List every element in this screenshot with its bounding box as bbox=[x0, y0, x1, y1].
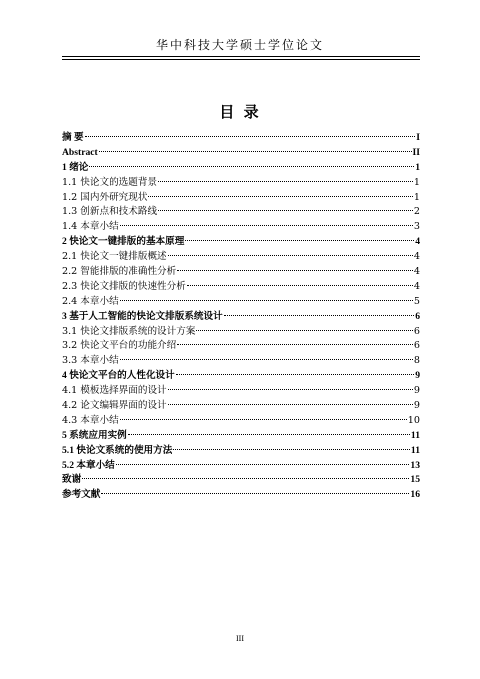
toc-entry-page: 4 bbox=[413, 251, 420, 263]
toc-leader-dots bbox=[128, 433, 410, 435]
toc-entry[interactable] bbox=[62, 280, 420, 295]
toc-entry[interactable] bbox=[62, 488, 420, 503]
toc-leader-dots bbox=[120, 358, 413, 360]
toc-entry-page: 9 bbox=[415, 370, 420, 382]
toc-leader-dots bbox=[158, 209, 413, 211]
toc-leader-dots bbox=[120, 224, 413, 226]
toc-entry[interactable] bbox=[62, 250, 420, 265]
toc-entry-page: 6 bbox=[415, 310, 420, 322]
toc-leader-dots bbox=[196, 329, 412, 331]
toc-entry-label: 2.2 智能排版的准确性分析 bbox=[62, 266, 177, 278]
toc-entry-label: 摘 要 bbox=[62, 132, 84, 143]
toc-entry-page: 15 bbox=[410, 474, 420, 486]
toc-leader-dots bbox=[148, 195, 412, 197]
toc-leader-dots bbox=[187, 284, 413, 286]
toc-entry-label: 2.4 本章小结 bbox=[62, 295, 119, 307]
toc-entry-page: 1 bbox=[415, 161, 420, 173]
toc-entry-label: 致谢 bbox=[62, 474, 82, 486]
toc-entry-label: 1.3 创新点和技术路线 bbox=[62, 206, 158, 218]
toc-entry[interactable] bbox=[62, 459, 420, 474]
toc-leader-dots bbox=[101, 492, 409, 494]
toc-leader-dots bbox=[168, 403, 413, 405]
toc-leader-dots bbox=[185, 239, 414, 241]
header-rule bbox=[62, 56, 420, 60]
toc-entry[interactable] bbox=[62, 161, 420, 176]
toc-entry[interactable] bbox=[62, 191, 420, 206]
toc-entry[interactable] bbox=[62, 339, 420, 354]
toc-entry-label: 5.2 本章小结 bbox=[62, 459, 115, 471]
toc-leader-dots bbox=[224, 314, 415, 316]
toc-entry-label: 5.1 快论文系统的使用方法 bbox=[62, 444, 173, 456]
toc-leader-dots bbox=[173, 448, 410, 450]
toc-entry-label: 3.3 本章小结 bbox=[62, 355, 119, 367]
toc-leader-dots bbox=[120, 418, 407, 420]
toc-entry[interactable] bbox=[62, 146, 420, 161]
toc-entry-page: II bbox=[412, 146, 420, 158]
toc-entry-page: 6 bbox=[413, 325, 420, 337]
toc-entry-label: Abstract bbox=[62, 146, 98, 158]
toc-entry-label: 1 绪论 bbox=[62, 161, 89, 173]
toc-entry-label: 3 基于人工智能的快论文排版系统设计 bbox=[62, 310, 223, 322]
toc-entry[interactable] bbox=[62, 265, 420, 280]
toc-leader-dots bbox=[116, 463, 410, 465]
toc-entry-page: 5 bbox=[413, 295, 420, 307]
toc-entry-label: 3.2 快论文平台的功能介绍 bbox=[62, 340, 177, 352]
toc-entry-label: 3.1 快论文排版系统的设计方案 bbox=[62, 325, 196, 337]
toc-entry[interactable] bbox=[62, 205, 420, 220]
toc-entry[interactable] bbox=[62, 295, 420, 310]
toc-leader-dots bbox=[158, 180, 413, 182]
toc-entry[interactable] bbox=[62, 176, 420, 191]
toc-entry-page: 2 bbox=[413, 206, 420, 218]
toc-entry[interactable] bbox=[62, 354, 420, 369]
page-number: III bbox=[236, 634, 244, 643]
toc-entry[interactable] bbox=[62, 444, 420, 459]
toc-leader-dots bbox=[85, 135, 416, 137]
toc-entry-label: 4 快论文平台的人性化设计 bbox=[62, 370, 175, 382]
toc-entry-page: 4 bbox=[413, 266, 420, 278]
toc-leader-dots bbox=[168, 254, 413, 256]
toc-leader-dots bbox=[177, 269, 413, 271]
toc-entry[interactable] bbox=[62, 369, 420, 384]
toc-leader-dots bbox=[176, 373, 414, 375]
toc-entry[interactable] bbox=[62, 310, 420, 325]
toc-leader-dots bbox=[177, 343, 413, 345]
toc-entry[interactable] bbox=[62, 399, 420, 414]
toc-entry-label: 2.1 快论文一键排版概述 bbox=[62, 251, 167, 263]
toc-entry-label: 2 快论文一键排版的基本原理 bbox=[62, 236, 185, 248]
toc-entry-page: 11 bbox=[410, 429, 420, 441]
toc-leader-dots bbox=[120, 299, 413, 301]
toc-entry[interactable] bbox=[62, 325, 420, 340]
toc-leader-dots bbox=[168, 388, 413, 390]
toc-entry-page: 10 bbox=[407, 414, 420, 426]
toc-entry-page: 1 bbox=[413, 176, 420, 188]
toc-entry-label: 4.2 论文编辑界面的设计 bbox=[62, 400, 167, 412]
toc-entry[interactable] bbox=[62, 235, 420, 250]
page-title: 目 录 bbox=[219, 103, 261, 121]
toc-leader-dots bbox=[89, 165, 414, 167]
toc-entry[interactable] bbox=[62, 220, 420, 235]
table-of-contents bbox=[62, 131, 420, 503]
toc-entry-page: 9 bbox=[413, 400, 420, 412]
toc-entry[interactable] bbox=[62, 131, 420, 146]
toc-entry-label: 1.4 本章小结 bbox=[62, 221, 119, 233]
toc-entry-label: 1.2 国内外研究现状 bbox=[62, 191, 148, 203]
toc-entry-page: 4 bbox=[413, 280, 420, 292]
toc-entry-page: 4 bbox=[415, 236, 420, 248]
toc-entry-page: 9 bbox=[413, 385, 420, 397]
toc-entry-page: 11 bbox=[410, 444, 420, 456]
toc-entry-label: 5 系统应用实例 bbox=[62, 429, 127, 441]
toc-entry-page: 3 bbox=[413, 221, 420, 233]
toc-entry-page: 6 bbox=[413, 340, 420, 352]
toc-leader-dots bbox=[82, 477, 409, 479]
toc-entry-label: 1.1 快论文的选题背景 bbox=[62, 176, 158, 188]
toc-entry-page: I bbox=[416, 132, 420, 143]
running-header: 华中科技大学硕士学位论文 bbox=[155, 38, 324, 52]
toc-entry-label: 参考文献 bbox=[62, 489, 101, 501]
toc-entry-page: 1 bbox=[413, 191, 420, 203]
toc-entry[interactable] bbox=[62, 384, 420, 399]
toc-entry[interactable] bbox=[62, 414, 420, 429]
toc-entry[interactable] bbox=[62, 429, 420, 444]
toc-entry-page: 13 bbox=[410, 459, 420, 471]
toc-entry-label: 4.3 本章小结 bbox=[62, 414, 119, 426]
toc-entry-label: 4.1 模板选择界面的设计 bbox=[62, 385, 167, 397]
toc-entry[interactable] bbox=[62, 473, 420, 488]
toc-entry-page: 16 bbox=[410, 489, 420, 501]
toc-entry-page: 8 bbox=[413, 355, 420, 367]
toc-entry-label: 2.3 快论文排版的快速性分析 bbox=[62, 280, 186, 292]
toc-leader-dots bbox=[99, 150, 412, 152]
